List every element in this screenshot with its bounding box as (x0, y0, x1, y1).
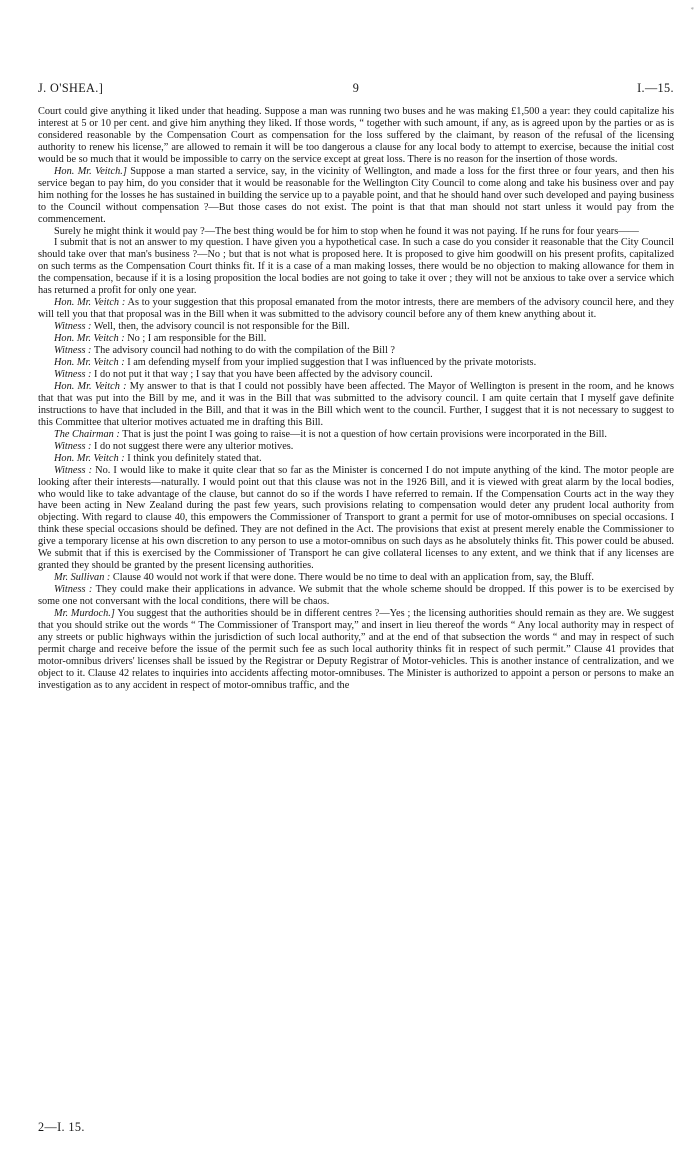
paragraph (38, 106, 674, 166)
paragraph-text: That is just the point I was going to raise—it is not a question of how certain provisions were incorporated in the Bill. (119, 428, 607, 440)
paragraph-text: As to your suggestion that this proposal emanated from the motor intrests, there are members of the advisory council here, and they will tell you that that proposal was in the Bill when it was submitted to the advisory council before any of them knew anything about it. (38, 297, 674, 321)
paragraph (38, 166, 674, 226)
paragraph (38, 441, 674, 453)
paragraph-text: Court could give anything it liked under that heading. Suppose a man was running two buses and he was making £1,500 a year: they could capitalize his interest at 5 or 10 per cent. and give him anything they liked. If those words, “ together with such amount, if any, as is agreed upon by the parties or as is considered reasonable by the Compensation Court as compensation for the loss suffered by the claimant, by reason of the refusal of the licensing authority to renew his license,” are allowed to remain it will be too dangerous a clause for any local body to attempt to exercise, because the initial cost would be so much that it would be impossible to carry on the service except at great loss. There is no reason for the insertion of those words. (38, 106, 674, 165)
paragraph (38, 608, 674, 692)
speaker-label: The Chairman : (54, 428, 120, 440)
paragraph (38, 321, 674, 333)
paragraph-text: Surely he might think it would pay ?—The best thing would be for him to stop when he found it was not paying. If he runs for four years—— (54, 225, 639, 237)
paragraph (38, 584, 674, 608)
paragraph (38, 369, 674, 381)
page-header (38, 81, 674, 97)
speaker-label: Witness : (54, 440, 92, 452)
paragraph-text: I do not suggest there were any ulterior motives. (91, 440, 294, 452)
speaker-label: Hon. Mr. Veitch : (54, 357, 125, 369)
paragraph (38, 345, 674, 357)
paragraph-text: My answer to that is that I could not possibly have been affected. The Mayor of Wellington is present in the room, and he knows that that was put into the Bill by me, and it was in the Bill that was submitted to the advisory council. I am quite certain that I myself gave definite instructions to have that included in the Bill, and that it was in the Bill which went to the council. Further, I suggest that it is not necessary to suggest to this Committee that ulterior motives actuated me in drafting this Bill. (38, 380, 674, 428)
paragraph-text: Suppose a man started a service, say, in the vicinity of Wellington, and made a loss for the first three or four years, and then his service began to pay him, do you consider that it would be reasonable for the Wellington City Council to come along and take his business over and pay him nothing for the losses he has sustained in building the service up to a payable point, and that he should hand over such developed and paying business to the Council without compensation ?—But those cases do not exist. The point is that that man should not start unless it would pay from the commencement. (38, 165, 674, 225)
paragraph-text: No ; I am responsible for the Bill. (124, 333, 267, 345)
paragraph (38, 237, 674, 297)
paragraph (38, 357, 674, 369)
speaker-label: Mr. Sullivan : (54, 572, 111, 584)
speaker-label: Hon. Mr. Veitch.] (54, 165, 127, 177)
paragraph-text: Well, then, the advisory council is not responsible for the Bill. (91, 321, 350, 333)
body-text (38, 106, 674, 692)
paragraph-text: They could make their applications in advance. We submit that the whole scheme should be dropped. If this power is to be exercised by some one not conversant with the local conditions, there will be chaos. (38, 584, 675, 608)
speaker-label: Witness : (54, 584, 93, 596)
header-left: J. O'SHEA.] (38, 81, 104, 95)
speaker-label: Mr. Murdoch.] (54, 608, 115, 620)
paragraph (38, 297, 674, 321)
speaker-label: Hon. Mr. Veitch : (54, 297, 126, 309)
paragraph-text: No. I would like to make it quite clear that so far as the Minister is concerned I do not impute anything of the kind. The motor people are looking after their interests—naturally. I would point out that this clause was not in the 1926 Bill, and it is viewed with great alarm by the local bodies, who would like to take advantage of the clause, but cannot do so if the words I have referred to remain. If the Compensation Courts act in the way they have been acting in New Zealand during the past few years, such provisions relating to compensation would deter any prudent local authority from objecting. With regard to clause 40, this empowers the Commissioner of Transport to grant a permit for use of motor-omnibuses on special occasions. I think these special occasions should be defined. They are not defined in the Act. The provisions that exist at present merely enable the Commissioner to give a temporary license at his own discretion to any person to use a motor-omnibus on such days as he absolutely thinks fit. This power could be abused. We submit that if this is exercised by the Commissioner of Transport he can give collateral licenses to any extent, and we think that if any licenses are granted they should be granted by the present licensing authorities. (38, 464, 674, 572)
paragraph-text: I submit that is not an answer to my question. I have given you a hypothetical case. In such a case do you consider it reasonable that the City Council should take over that man's business ?—No ; but that is not what is proposed here. It is proposed to give him goodwill on his present profits, capitalized on such terms as the Compensation Court thinks fit. If it is a case of a man making losses, there would be no objection to making allowance for them in the compensation, because if it is a losing proposition the local bodies are not going to take it over ; they will not be anxious to take over a service which has returned a profit for only one year. (38, 237, 674, 297)
paper-reference: I.—15. (637, 81, 674, 95)
speaker-label: Hon. Mr. Veitch : (54, 452, 125, 464)
speaker-label: Hon. Mr. Veitch : (54, 333, 125, 345)
speaker-label: Witness : (54, 345, 92, 357)
paragraph (38, 333, 674, 345)
page-number: 9 (352, 81, 360, 95)
paragraph-text: I am defending myself from your implied suggestion that I was influenced by the private motorists. (124, 357, 537, 369)
speaker-label: Witness : (54, 368, 92, 380)
corner-mark: * (690, 6, 694, 14)
speaker-label: Witness : (54, 464, 93, 476)
speaker-label: Hon. Mr. Veitch : (54, 380, 127, 392)
paragraph-text: Clause 40 would not work if that were done. There would be no time to deal with an application from, say, the Bluff. (110, 572, 594, 584)
paragraph-text: You suggest that the authorities should be in different centres ?—Yes ; the licensing authorities should remain as they are. We suggest that you should strike out the words “ The Commissioner of Transport may,” and insert in lieu thereof the words “ Any local authority may in respect of any streets or public highways within the jurisdiction of such local authority,” and at the end of that subsection the words “ and may in respect of such permit charge and receive before the issue of the permit such fee as such local authority thinks fit in respect of such permit.” Clause 41 provides that motor-omnibus drivers' licenses shall be issued by the Registrar or Deputy Registrar of Motor-vehicles. This is another instance of centralization, and we object to it. Clause 42 relates to inquiries into accidents affecting motor-omnibuses. The Minister is authorized to appoint a person or persons to make an investigation as to any accident in respect of motor-omnibus traffic, and the (38, 608, 674, 691)
paragraph-text: The advisory council had nothing to do with the compilation of the Bill ? (91, 345, 395, 357)
paragraph (38, 453, 674, 465)
paragraph-text: I think you definitely stated that. (124, 452, 262, 464)
paragraph (38, 381, 674, 429)
signature-mark: 2—I. 15. (38, 1120, 85, 1134)
paragraph (38, 226, 674, 238)
speaker-label: Witness : (54, 321, 92, 333)
paragraph (38, 429, 674, 441)
paragraph (38, 465, 674, 573)
paragraph-text: I do not put it that way ; I say that you have been affected by the advisory council. (91, 368, 433, 380)
paragraph (38, 572, 674, 584)
